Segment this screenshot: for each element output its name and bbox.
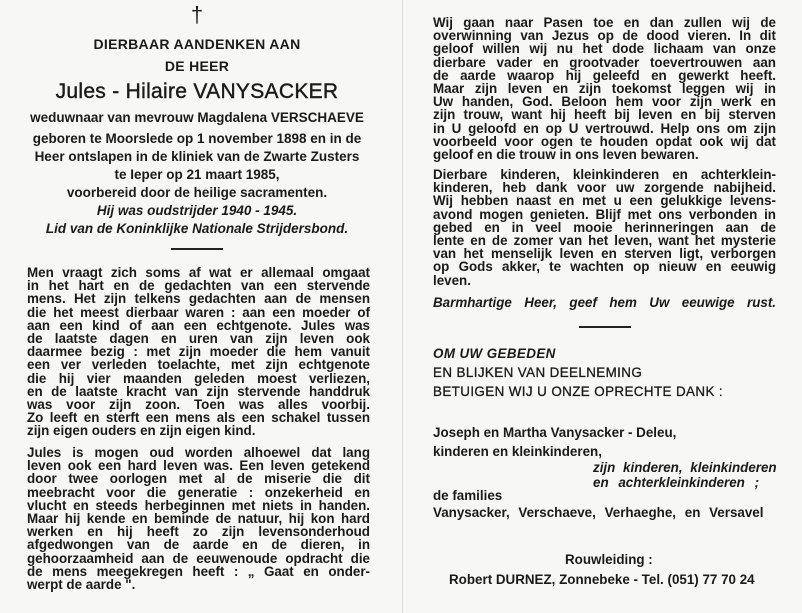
family-line-1: Joseph en Martha Vanysacker - Deleu, xyxy=(433,425,677,440)
paragraph-line: zijn eigen ouders en zijn eigen kind. xyxy=(27,423,256,439)
prayer-line: Barmhartige Heer, geef hem Uw eeuwige rust. xyxy=(433,295,776,310)
paragraph-line: Maar hij kende en beminde de natuur, hij kon hard xyxy=(27,510,370,526)
heading-remembrance: DIERBAAR AANDENKEN AAN xyxy=(93,36,301,52)
paragraph-line: mens. Het zijn telkens gedachten aan de mensen xyxy=(27,291,370,307)
thanks-line-2: EN BLIJKEN VAN DEELNEMING xyxy=(433,365,643,380)
paragraph-line: Wij hebben naast en met u een gelukkige levens- xyxy=(433,193,776,209)
paragraph-line: zijn trouw, want hij heeft bij leven en bij sterven xyxy=(433,107,776,123)
card-right-panel xyxy=(402,0,802,613)
paragraph-life xyxy=(27,446,370,591)
paragraph-line: Dierbare kinderen, kleinkinderen en achterklein- xyxy=(433,167,776,182)
heading-de-heer: DE HEER xyxy=(164,58,230,74)
paragraph-line: en de laatste kracht van zijn stervende handdruk xyxy=(27,383,370,399)
paragraph-line: Wij gaan naar Pasen toe en dan zullen wij de xyxy=(433,15,776,30)
paragraph-line: lente en de zomer van het leven, want het mysterie xyxy=(433,232,776,248)
paragraph-reflection xyxy=(27,266,370,437)
birth-line: geboren te Moorslede op 1 november 1898 en in de xyxy=(32,131,362,146)
paragraph-line: op Gods akker, te wachten op nieuw en eeuwig xyxy=(433,259,776,275)
family-line-6: Vanysacker, Verschaeve, Verhaeghe, en Versavel xyxy=(433,505,764,520)
family-line-5: de families xyxy=(433,488,503,503)
paragraph-line: Uw handen, God. Beloon hem voor zijn werk en xyxy=(433,94,776,110)
death-line-2: te Ieper op 21 maart 1985, xyxy=(114,167,280,182)
paragraph-easter xyxy=(433,16,776,161)
paragraph-line: vlucht en steeds herbeginnen met niets in handen. xyxy=(27,497,370,513)
paragraph-line: was voor zijn zoon. Toen was alles voorbij. xyxy=(27,396,370,412)
paragraph-line: in U geloofd en op U vertrouwd. Help ons om zijn xyxy=(433,120,776,136)
veteran-line: Hij was oudstrijder 1940 - 1945. xyxy=(96,203,298,218)
paragraph-line: dierbare vader en grootvader toevertrouwen aan xyxy=(433,54,776,70)
undertaker-contact: Robert DURNEZ, Zonnebeke - Tel. (051) 77 70 24 xyxy=(449,572,755,587)
paragraph-line: in het hart en de gedachten van een stervende xyxy=(27,278,370,294)
sacraments-line: voorbereid door de heilige sacramenten. xyxy=(66,185,328,200)
member-line: Lid van de Koninklijke Nationale Strijdersbond. xyxy=(45,221,349,236)
paragraph-line: avond mogen genieten. Blijf met ons verbonden in xyxy=(433,206,776,222)
paragraph-line: geloof willen wij nu het dode lichaam van onze xyxy=(433,41,776,57)
paragraph-line: gehoorzaamheid aan de eeuwenoude opdracht die xyxy=(27,550,370,566)
paragraph-line: aan een kind of aan een echtgenote. Jules was xyxy=(27,317,370,333)
divider xyxy=(171,248,223,250)
widower-line: weduwnaar van mevrouw Magdalena VERSCHAEVE xyxy=(30,110,364,125)
paragraph-line: afgedwongen van de aarde en de dieren, in xyxy=(27,537,370,553)
paragraph-line: door twee oorlogen met al de miserie die dit xyxy=(27,471,370,487)
paragraph-line: die hij vier maanden geleden moest verliezen, xyxy=(27,370,370,386)
deceased-name: Jules - Hilaire VANYSACKER xyxy=(55,80,339,103)
paragraph-line: leven. xyxy=(433,272,471,288)
paragraph-line: leven ook een hard leven was. Een leven getekend xyxy=(27,458,370,474)
paragraph-line: Zo leeft en sterft een mens als een schakel tussen xyxy=(27,410,370,426)
family-line-2: kinderen en kleinkinderen, xyxy=(433,444,602,459)
paragraph-line: gebed en in veel mooie herinneringen aan de xyxy=(433,219,776,235)
thanks-line-1: OM UW GEBEDEN xyxy=(433,346,556,361)
paragraph-line: een ver verleden toelachte, met zijn echtgenote xyxy=(27,357,370,373)
family-line-4: en achterkleinkinderen ; xyxy=(593,475,760,490)
paragraph-line: meebracht voor die generatie : onzekerheid en xyxy=(27,484,370,500)
paragraph-line: geloof en die trouw in ons leven bewaren. xyxy=(433,146,699,162)
paragraph-line: voorbeeld voor ogen te houden opdat ook wij dat xyxy=(433,133,776,149)
paragraph-line: de aarde waarop hij geleefd en gewerkt heeft. xyxy=(433,67,776,83)
undertaker-label: Rouwleiding : xyxy=(565,552,653,567)
cross-icon: † xyxy=(190,2,204,27)
paragraph-line: de laatste dagen en uren van zijn leven ook xyxy=(27,330,370,346)
paragraph-line: werken en hij heeft zo zijn levensonderhoud xyxy=(27,524,370,540)
paragraph-line: daarmee bezig : met zijn moeder die hem vanuit xyxy=(27,344,370,360)
divider xyxy=(579,326,631,328)
paragraph-line: Maar zijn leven en zijn toekomst leggen wij in xyxy=(433,80,776,96)
thanks-line-3: BETUIGEN WIJ U ONZE OPRECHTE DANK : xyxy=(433,384,724,399)
paragraph-children xyxy=(433,168,776,287)
paragraph-line: de mens meegekregen heeft : „ Gaat en onder- xyxy=(27,563,370,579)
paragraph-line: Men vraagt zich soms af wat er allemaal omgaat xyxy=(27,265,370,280)
paragraph-line: die het meest dierbaar waren : aan een moeder of xyxy=(27,304,370,320)
paragraph-line: van het menselijk leven en sterven ligt, verborgen xyxy=(433,246,776,262)
family-line-3: zijn kinderen, kleinkinderen xyxy=(593,460,777,475)
paragraph-line: werpt de aarde ". xyxy=(27,576,136,592)
death-line-1: Heer ontslapen in de kliniek van de Zwarte Zusters xyxy=(34,149,360,164)
paragraph-line: overwinning van Jezus op de dood vieren. In dit xyxy=(433,28,776,44)
paragraph-line: Jules is mogen oud worden alhoewel dat lang xyxy=(27,445,370,460)
paragraph-line: kinderen, heb dank voor uw zorgende nabijheid. xyxy=(433,180,776,196)
